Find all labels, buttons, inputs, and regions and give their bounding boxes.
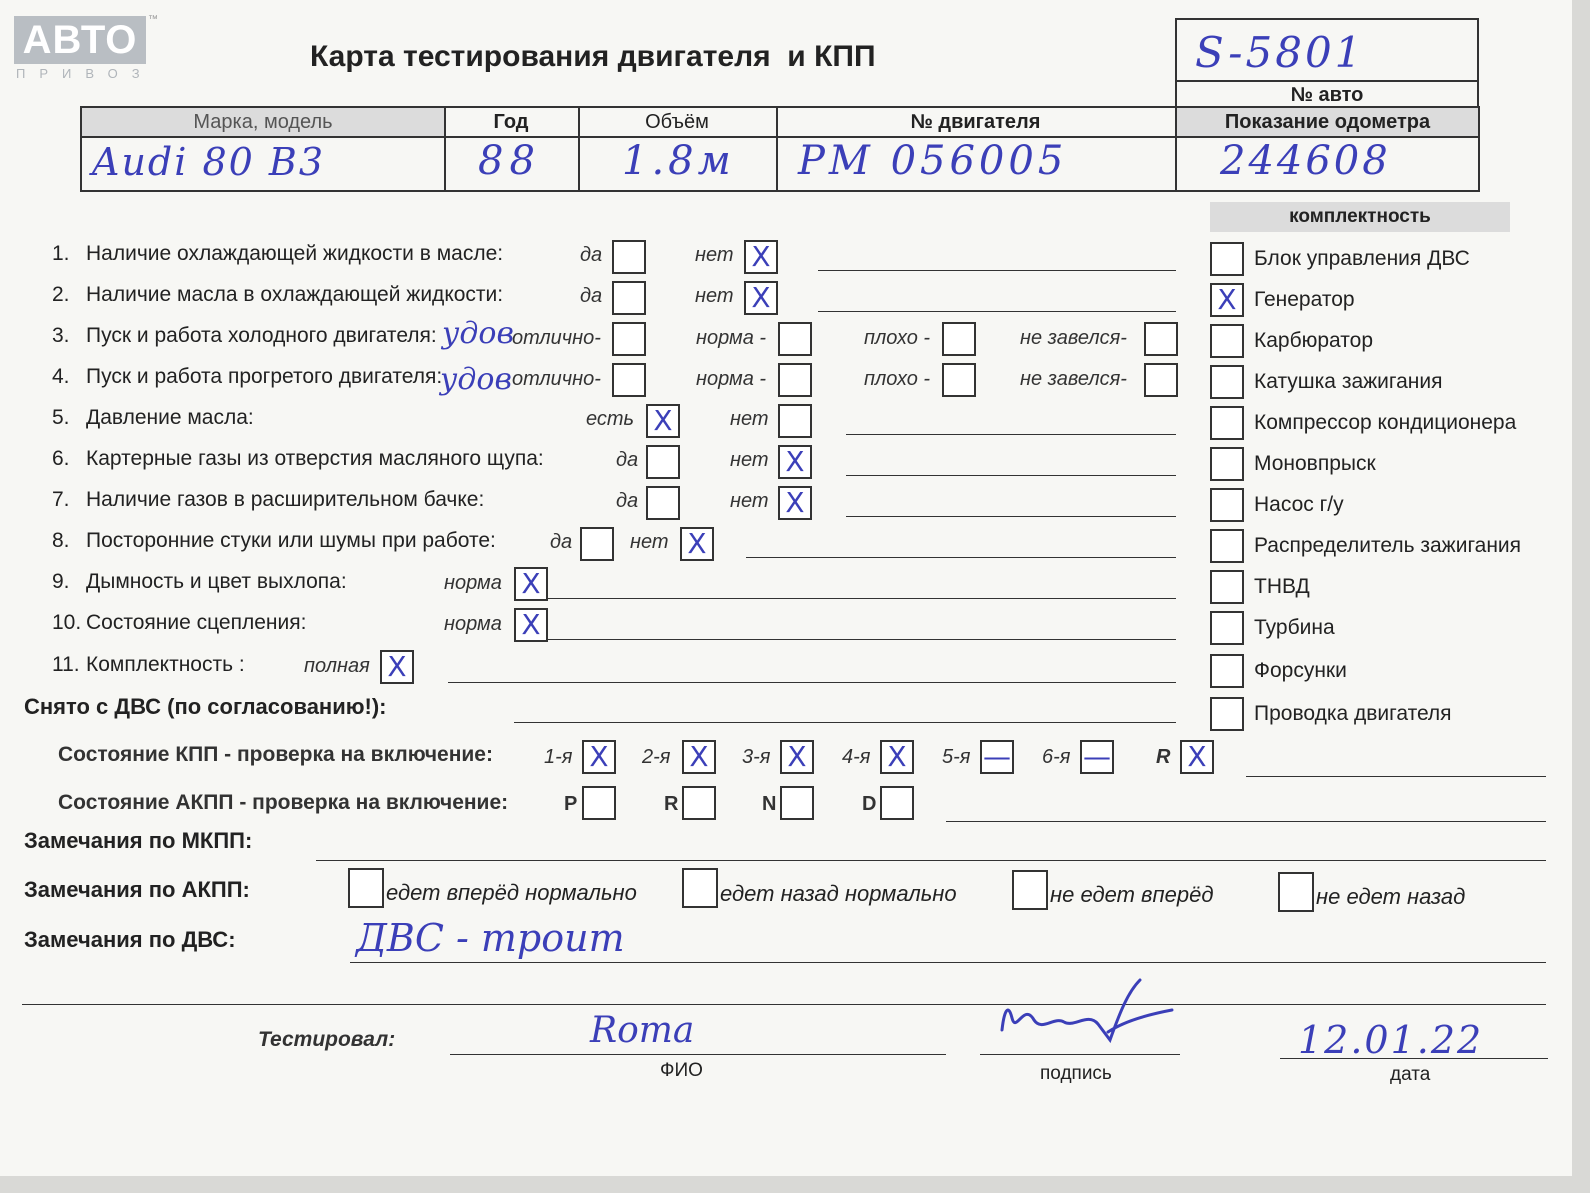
akpp-remark-label: едет вперёд нормально xyxy=(386,880,637,905)
item-row xyxy=(52,653,245,677)
option-label: да xyxy=(580,285,603,307)
akpp-mode-label: D xyxy=(862,793,877,815)
odometer-value: 244608 xyxy=(1220,138,1391,184)
checkbox[interactable] xyxy=(646,445,680,479)
checkbox[interactable] xyxy=(778,445,812,479)
akpp-remark-checkbox[interactable] xyxy=(1012,870,1048,910)
name-caption: ФИО xyxy=(660,1060,703,1081)
checkbox[interactable] xyxy=(612,281,646,315)
check-mark: X xyxy=(521,567,541,600)
odometer-label: Показание одометра xyxy=(1177,108,1478,136)
note-line xyxy=(22,1004,1546,1005)
checkbox[interactable] xyxy=(744,281,778,315)
note-line xyxy=(846,516,1176,517)
gear-label: 1-я xyxy=(544,746,573,768)
note-line xyxy=(548,598,1176,599)
item-number: 7. xyxy=(52,488,70,511)
akpp-label: Состояние АКПП - проверка на включение: xyxy=(58,791,509,814)
complete-item-label: Турбина xyxy=(1254,616,1335,639)
check-mark: X xyxy=(785,486,805,519)
checkbox[interactable] xyxy=(778,322,812,356)
gear-label: R xyxy=(1156,746,1171,768)
checkbox[interactable] xyxy=(612,240,646,274)
akpp-remark-checkbox[interactable] xyxy=(682,868,718,908)
complete-item-label: Распределитель зажигания xyxy=(1254,534,1522,557)
akpp-mode-label: P xyxy=(564,793,578,815)
check-mark: X xyxy=(521,608,541,641)
gear-label: 3-я xyxy=(742,746,771,768)
complete-item-label: Моновпрыск xyxy=(1254,452,1376,475)
gear-label: 2-я xyxy=(642,746,671,768)
check-mark: X xyxy=(387,650,407,683)
logo-sub: ПРИВОЗ xyxy=(16,66,154,81)
gear-label: 4-я xyxy=(842,746,871,768)
item-number: 5. xyxy=(52,406,70,429)
start-warm-note: удов xyxy=(440,362,512,397)
option-label: есть xyxy=(586,408,635,430)
akpp-checkbox[interactable] xyxy=(880,786,914,820)
checkbox[interactable] xyxy=(778,363,812,397)
gear-mark: X xyxy=(689,740,709,773)
gear-mark: X xyxy=(887,740,907,773)
kpp-label: Состояние КПП - проверка на включение: xyxy=(58,743,493,766)
note-line xyxy=(448,682,1176,683)
check-mark: X xyxy=(653,404,673,437)
year-value: 88 xyxy=(478,138,541,184)
item-row xyxy=(52,447,544,471)
akpp-checkbox[interactable] xyxy=(682,786,716,820)
item-number: 2. xyxy=(52,283,70,306)
item-text: Посторонние стуки или шумы при работе: xyxy=(86,529,496,552)
gear-checkbox[interactable] xyxy=(582,740,616,774)
item-row xyxy=(52,283,503,307)
item-row xyxy=(52,242,503,266)
gear-mark: X xyxy=(1187,740,1207,773)
akpp-remark-checkbox[interactable] xyxy=(1278,872,1314,912)
make-value: Audi 80 B3 xyxy=(92,140,326,184)
logo xyxy=(14,14,158,81)
item-number: 6. xyxy=(52,447,70,470)
remarks-akpp-label: Замечания по АКПП: xyxy=(24,877,250,902)
note-line xyxy=(316,860,1546,861)
option-label: не завелся- xyxy=(1020,327,1127,349)
complete-item-label: Компрессор кондиционера xyxy=(1254,411,1517,434)
checkbox[interactable] xyxy=(778,404,812,438)
complete-item-label: Форсунки xyxy=(1254,659,1347,682)
item-text: Пуск и работа холодного двигателя: xyxy=(86,324,437,347)
checkbox[interactable] xyxy=(380,650,414,684)
note-line xyxy=(846,434,1176,435)
checkbox[interactable] xyxy=(612,363,646,397)
signature-caption: подпись xyxy=(1040,1063,1112,1084)
checkbox[interactable] xyxy=(646,486,680,520)
checkbox[interactable] xyxy=(514,608,548,642)
complete-checkbox[interactable] xyxy=(1210,570,1244,604)
akpp-remark-label: не едет назад xyxy=(1316,884,1466,909)
option-label: норма - xyxy=(696,327,767,349)
akpp-mode-label: N xyxy=(762,793,777,815)
item-text: Дымность и цвет выхлопа: xyxy=(86,570,347,593)
check-mark: X xyxy=(751,281,771,314)
note-line xyxy=(818,270,1176,271)
check-mark: X xyxy=(687,527,707,560)
complete-item-label: Блок управления ДВС xyxy=(1254,247,1470,270)
complete-checkbox[interactable] xyxy=(1210,365,1244,399)
item-number: 10. xyxy=(52,611,82,634)
item-row xyxy=(52,406,254,430)
option-label: нет xyxy=(730,408,769,430)
item-row xyxy=(52,570,347,594)
checkbox[interactable] xyxy=(580,527,614,561)
checkbox[interactable] xyxy=(744,240,778,274)
complete-checkbox[interactable] xyxy=(1210,611,1244,645)
complete-checkbox[interactable] xyxy=(1210,654,1244,688)
akpp-remark-label: не едет вперёд xyxy=(1050,882,1214,907)
item-row xyxy=(52,488,484,512)
complete-item-label: Проводка двигателя xyxy=(1254,702,1452,725)
item-number: 9. xyxy=(52,570,70,593)
car-number-box xyxy=(1175,18,1479,114)
item-row xyxy=(52,365,442,389)
item-text: Пуск и работа прогретого двигателя: xyxy=(86,365,443,388)
car-number-label: № авто xyxy=(1290,84,1364,106)
complete-checkbox[interactable] xyxy=(1210,242,1244,276)
volume-label: Объём xyxy=(645,111,709,133)
option-label: нет xyxy=(730,490,769,512)
gear-label: 5-я xyxy=(942,746,971,768)
gear-checkbox[interactable] xyxy=(880,740,914,774)
option-label: отлично- xyxy=(512,327,601,349)
gear-mark: X xyxy=(589,740,609,773)
gear-label: 6-я xyxy=(1042,746,1071,768)
checkbox[interactable] xyxy=(612,322,646,356)
car-number-divider xyxy=(1177,80,1477,82)
complete-item-label: Генератор xyxy=(1254,288,1355,311)
note-line xyxy=(746,557,1176,558)
complete-item-label: ТНВД xyxy=(1254,575,1310,598)
signature-line xyxy=(980,1054,1180,1055)
note-line xyxy=(946,821,1546,822)
complete-checkbox[interactable] xyxy=(1210,283,1244,317)
engine-number-label: № двигателя xyxy=(910,111,1041,133)
item-row xyxy=(52,529,496,553)
name-line xyxy=(450,1054,946,1055)
complete-checkbox[interactable] xyxy=(1210,697,1244,731)
tester-name: Roma xyxy=(590,1010,695,1051)
note-line xyxy=(1246,776,1546,777)
gear-checkbox[interactable] xyxy=(780,740,814,774)
make-label: Марка, модель xyxy=(82,108,444,136)
gear-checkbox[interactable] xyxy=(682,740,716,774)
item-row xyxy=(52,324,437,348)
note-line xyxy=(350,962,1546,963)
logo-main: АВТО xyxy=(14,16,146,64)
item-text: Наличие охлаждающей жидкости в масле: xyxy=(86,242,504,265)
option-label: нет xyxy=(695,244,734,266)
checkbox[interactable] xyxy=(680,527,714,561)
akpp-remark-checkbox[interactable] xyxy=(348,868,384,908)
option-label: плохо - xyxy=(864,327,931,349)
gear-checkbox[interactable] xyxy=(1080,740,1114,774)
checkbox[interactable] xyxy=(646,404,680,438)
item-number: 11. xyxy=(52,653,80,676)
note-line xyxy=(846,475,1176,476)
complete-set-title: комплектность xyxy=(1210,202,1510,232)
akpp-checkbox[interactable] xyxy=(780,786,814,820)
remarks-dvs-label: Замечания по ДВС: xyxy=(24,927,236,952)
gear-mark: — xyxy=(983,740,1011,773)
form-title: Карта тестирования двигателя и КПП xyxy=(310,40,876,73)
akpp-remark-label: едет назад нормально xyxy=(720,881,957,906)
complete-item-label: Катушка зажигания xyxy=(1254,370,1443,393)
complete-checkbox[interactable] xyxy=(1210,406,1244,440)
option-label: да xyxy=(580,244,603,266)
item-row xyxy=(52,611,306,635)
item-text: Наличие газов в расширительном бачке: xyxy=(86,488,485,511)
item-text: Состояние сцепления: xyxy=(86,611,307,634)
remarks-mkpp-label: Замечания по МКПП: xyxy=(24,828,253,853)
item-text: Наличие масла в охлаждающей жидкости: xyxy=(86,283,504,306)
complete-checkbox[interactable] xyxy=(1210,324,1244,358)
complete-item-label: Карбюратор xyxy=(1254,329,1374,352)
item-number: 3. xyxy=(52,324,70,347)
start-cold-note: удов xyxy=(442,316,514,351)
year-label: Год xyxy=(493,111,529,133)
date-caption: дата xyxy=(1390,1064,1431,1085)
checkbox[interactable] xyxy=(1144,322,1178,356)
gear-mark: — xyxy=(1083,740,1111,773)
akpp-mode-label: R xyxy=(664,793,679,815)
option-label: плохо - xyxy=(864,368,931,390)
option-label: да xyxy=(616,490,639,512)
item-text: Картерные газы из отверстия масляного щупа: xyxy=(86,447,544,470)
option-label: не завелся- xyxy=(1020,368,1127,390)
note-line xyxy=(514,722,1176,723)
check-mark: X xyxy=(785,445,805,478)
logo-tm: ™ xyxy=(148,14,158,25)
option-label: нет xyxy=(730,449,769,471)
note-line xyxy=(548,639,1176,640)
engine-number-value: PM 056005 xyxy=(798,138,1068,184)
date-value: 12.01.22 xyxy=(1298,1018,1484,1062)
item-text: Давление масла: xyxy=(86,406,254,429)
checkbox[interactable] xyxy=(942,322,976,356)
item-number: 8. xyxy=(52,529,70,552)
note-line xyxy=(818,311,1176,312)
complete-item-label: Насос г/у xyxy=(1254,493,1344,516)
gear-checkbox[interactable] xyxy=(1180,740,1214,774)
complete-checkbox[interactable] xyxy=(1210,447,1244,481)
checkbox[interactable] xyxy=(514,567,548,601)
gear-checkbox[interactable] xyxy=(980,740,1014,774)
item-text: Комплектность : xyxy=(86,653,245,676)
option-label: полная xyxy=(304,655,370,677)
date-line xyxy=(1280,1058,1548,1059)
tested-by-label: Тестировал: xyxy=(258,1028,396,1051)
gear-mark: X xyxy=(787,740,807,773)
complete-checkbox[interactable] xyxy=(1210,529,1244,563)
option-label: да xyxy=(616,449,639,471)
option-label: норма - xyxy=(696,368,767,390)
option-label: отлично- xyxy=(512,368,601,390)
checkbox[interactable] xyxy=(1144,363,1178,397)
checkbox[interactable] xyxy=(778,486,812,520)
remarks-dvs-value: ДВС - троит xyxy=(356,916,625,960)
item-number: 1. xyxy=(52,242,70,265)
option-label: норма xyxy=(444,613,502,635)
removed-label: Снято с ДВС (по согласованию!): xyxy=(24,694,387,719)
complete-checkbox[interactable] xyxy=(1210,488,1244,522)
signature xyxy=(990,972,1190,1062)
checkbox[interactable] xyxy=(942,363,976,397)
header-table xyxy=(80,106,1480,192)
volume-value: 1.8м xyxy=(622,138,735,184)
check-mark: X xyxy=(751,240,771,273)
option-label: нет xyxy=(630,531,669,553)
option-label: норма xyxy=(444,572,502,594)
item-number: 4. xyxy=(52,365,70,388)
check-mark: X xyxy=(1217,283,1237,316)
option-label: нет xyxy=(695,285,734,307)
akpp-checkbox[interactable] xyxy=(582,786,616,820)
car-number-value: S-5801 xyxy=(1195,28,1365,77)
option-label: да xyxy=(550,531,573,553)
